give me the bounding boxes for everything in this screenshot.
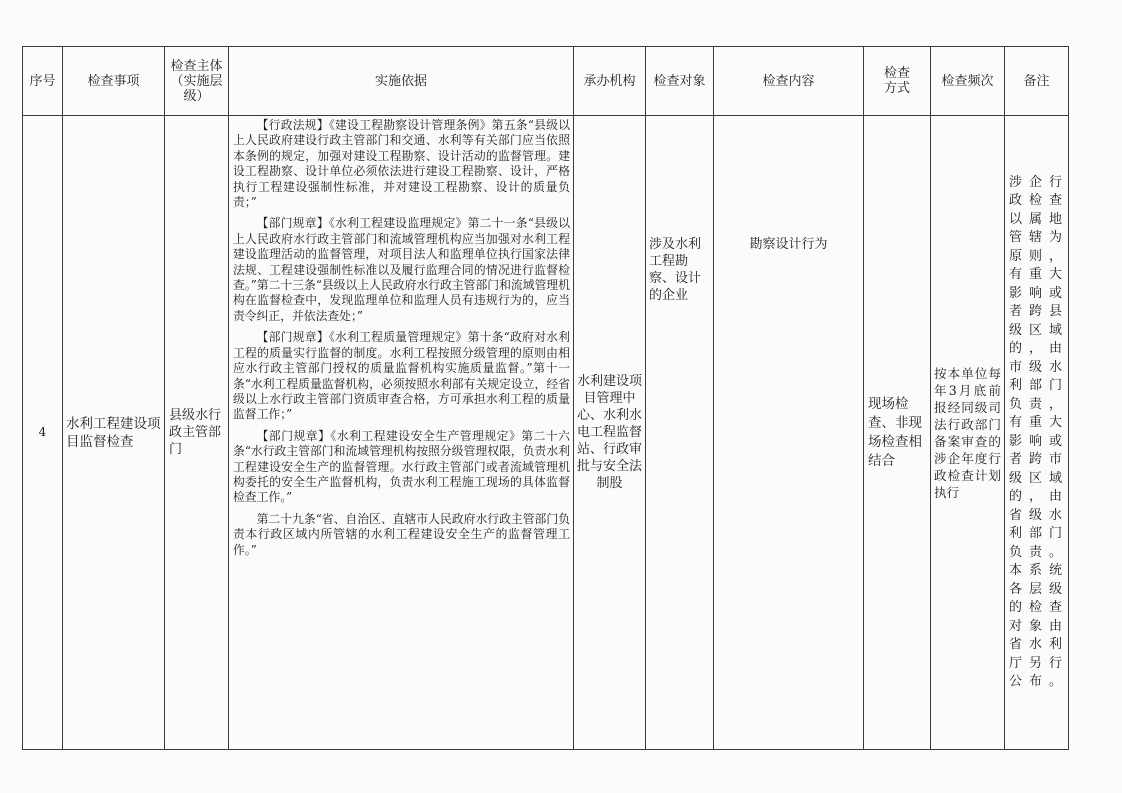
basis-paragraph: 【部门规章】《水利工程建设安全生产管理规定》第二十六条“水行政主管部门和流域管理机构按照分级管理权限，负责水利工程建设安全生产的监督管理。水行政主管部门或者流域管理机构委托的安全生产监督机构，负责水利工程施工现场的具体监督检查工作。” [233,428,570,505]
cell-method: 现场检查、非现场检查相结合 [864,116,931,750]
header-item: 检查事项 [63,47,165,116]
header-subject: 检查主体（实施层级） [165,47,229,116]
cell-item: 水利工程建设项目监督检查 [63,116,165,750]
target-text: 涉及水利工程勘察、设计的企业 [649,237,702,303]
header-frequency: 检查频次 [931,47,1005,116]
header-seq: 序号 [23,47,63,116]
cell-content [714,116,864,750]
basis-paragraph: 【行政法规】《建设工程勘察设计管理条例》第五条“县级以上人民政府建设行政主管部门和交通、水利等有关部门应当依照本条例的规定，加强对建设工程勘察、设计活动的监督管理。建设工程勘察、设计单位必须依法进行建设工程勘察、设计，严格执行工程建设强制性标准，并对建设工程勘察、设计的质量负责；” [233,118,570,210]
header-method: 检查方式 [864,47,931,116]
header-content: 检查内容 [714,47,864,116]
header-notes: 备注 [1005,47,1069,116]
cell-frequency: 按本单位每年3月底前报经同级司法行政部门备案审查的涉企年度行政检查计划执行 [931,116,1005,750]
cell-notes: 涉企行政检查以属地管辖为原则，有重大影响或者跨县级区域的，由市级水利部门负责，有重大影响或者跨市级区域的，由省级水利部门负责。本系统各层级的检查对象由省水利厅另行公布。 [1005,116,1069,750]
cell-subject: 县级水行政主管部门 [165,116,229,750]
inspection-table [22,46,1069,750]
cell-org: 水利建设项目管理中心、水利水电工程监督站、行政审批与安全法制股 [574,116,646,750]
table-row [23,116,1069,750]
basis-paragraph: 【部门规章】《水利工程建设监理规定》第二十一条“县级以上人民政府水行政主管部门和流域管理机构应当加强对水利工程建设监理活动的监督管理，对项目法人和监理单位执行国家法律法规、工程建设强制性标准以及履行监理合同的情况进行监督检查。”第二十三条“县级以上人民政府水行政主管部门和流域管理机构在监督检查中，发现监理单位和监理人员有违规行为的，应当责令纠正，并依法查处；” [233,216,570,323]
content-text: 勘察设计行为 [749,237,828,252]
header-org: 承办机构 [574,47,646,116]
header-row [23,47,1069,116]
header-target: 检查对象 [646,47,714,116]
cell-basis [229,116,574,750]
basis-paragraph: 【部门规章】《水利工程质量管理规定》第十条“政府对水利工程的质量实行监督的制度。水利工程按照分级管理的原则由相应水行政主管部门授权的质量监督机构实施质量监督。”第十一条“水利工程质量监督机构，必须按照水利部有关规定设立，经省级以上水行政主管部门资质审查合格，方可承担水利工程的质量监督工作；” [233,330,570,422]
cell-seq: 4 [23,116,63,750]
header-basis: 实施依据 [229,47,574,116]
cell-target [646,116,714,750]
basis-paragraph: 第二十九条“省、自治区、直辖市人民政府水行政主管部门负责本行政区域内所管辖的水利工程建设安全生产的监督管理工作。” [233,511,570,557]
